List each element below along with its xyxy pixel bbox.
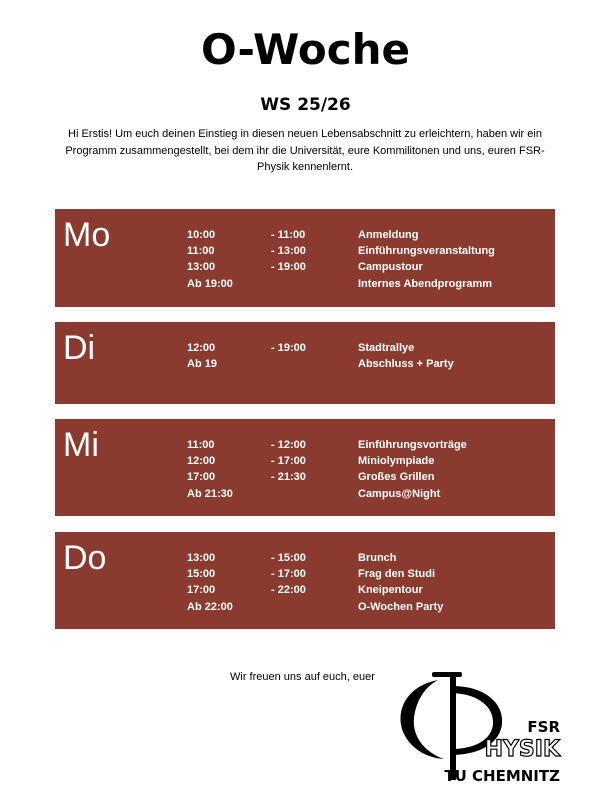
event-end: - 17:00 <box>271 568 306 581</box>
intro-text: Hi Erstis! Um euch deinen Einstieg in diesen neuen Lebensabschnitt zu erleichtern, haben wir ein Programm zusammengestellt, bei dem ihr die Universität, eure Kommilitonen und uns, euren FSR-Physik kennenlernt. <box>65 128 545 173</box>
logo-crescent-shape <box>401 680 444 759</box>
event-row <box>187 469 547 485</box>
event-row <box>187 243 547 259</box>
event-start: 13:00 <box>187 552 216 564</box>
event-end: - 12:00 <box>271 439 306 451</box>
event-name: Campustour <box>358 261 423 274</box>
logo-line-fsr: FSR <box>527 718 560 736</box>
event-row <box>187 259 547 275</box>
event-name: Einführungsveranstaltung <box>358 245 495 258</box>
page-title: O-Woche <box>201 25 410 74</box>
event-name: Brunch <box>358 552 397 564</box>
event-name: Großes Grillen <box>358 471 435 484</box>
event-start: 11:00 <box>187 245 215 258</box>
event-start: 17:00 <box>187 471 216 484</box>
event-name: Miniolympiade <box>358 455 435 468</box>
event-row <box>187 453 547 469</box>
event-start: Ab 21:30 <box>187 487 233 500</box>
event-name: Frag den Studi <box>358 568 435 581</box>
event-row <box>187 340 547 356</box>
event-start: Ab 19:00 <box>187 277 233 290</box>
event-list <box>187 437 547 502</box>
event-end: - 13:00 <box>271 245 306 258</box>
event-list <box>187 340 547 372</box>
event-start: 11:00 <box>187 439 215 451</box>
event-name: Stadtrallye <box>358 342 415 354</box>
day-block-tuesday <box>55 322 555 404</box>
event-start: 15:00 <box>187 568 216 581</box>
event-row <box>187 486 547 502</box>
closing-text: Wir freuen uns auf euch, euer <box>230 671 375 683</box>
day-label: Mi <box>63 426 99 464</box>
day-block-thursday <box>55 532 555 629</box>
event-name: Anmeldung <box>358 229 419 241</box>
semester-subtitle: WS 25/26 <box>260 95 351 115</box>
event-start: 13:00 <box>187 261 216 274</box>
event-row <box>187 356 547 372</box>
event-end: - 19:00 <box>271 342 306 354</box>
logo-line-university: TU CHEMNITZ <box>444 767 560 785</box>
event-end: - 15:00 <box>271 552 306 564</box>
event-start: 12:00 <box>187 455 216 468</box>
event-name: Internes Abendprogramm <box>358 277 493 290</box>
event-start: 17:00 <box>187 584 216 597</box>
fsr-physik-logo <box>394 668 564 790</box>
day-label: Do <box>63 539 107 577</box>
event-row <box>187 227 547 243</box>
event-row <box>187 276 547 292</box>
event-list <box>187 550 547 615</box>
event-row <box>187 550 547 566</box>
event-start: 10:00 <box>187 229 216 241</box>
event-end: - 22:00 <box>271 584 306 597</box>
event-list <box>187 227 547 292</box>
event-start: Ab 19 <box>187 358 217 371</box>
event-name: Einführungsvorträge <box>358 439 467 451</box>
event-row <box>187 582 547 598</box>
event-row <box>187 437 547 453</box>
event-start: Ab 22:00 <box>187 600 233 613</box>
event-name: Kneipentour <box>358 584 423 597</box>
day-block-monday <box>55 209 555 307</box>
event-end: - 11:00 <box>271 229 306 241</box>
event-start: 12:00 <box>187 342 216 354</box>
event-name: O-Wochen Party <box>358 600 444 613</box>
day-block-wednesday <box>55 419 555 516</box>
event-row <box>187 599 547 615</box>
event-row <box>187 566 547 582</box>
day-label: Di <box>63 329 96 367</box>
event-name: Campus@Night <box>358 487 441 500</box>
day-label: Mo <box>63 216 111 254</box>
event-name: Abschluss + Party <box>358 358 454 371</box>
logo-top-bar <box>432 672 462 677</box>
logo-line-physik: HYSIK <box>484 737 560 762</box>
event-end: - 17:00 <box>271 455 306 468</box>
event-end: - 21:30 <box>271 471 306 484</box>
event-end: - 19:00 <box>271 261 306 274</box>
